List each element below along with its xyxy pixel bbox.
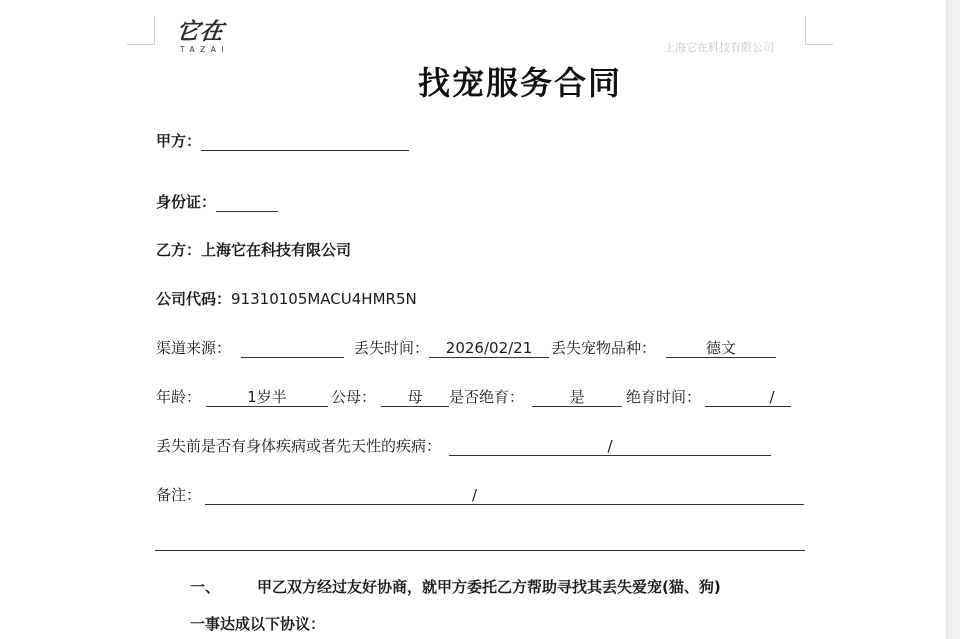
company-code-field [156,289,417,309]
id-card-field [156,192,278,212]
age-label: 年龄： [156,388,202,406]
lost-time-value: 2026/02/21 [445,339,533,357]
company-code-value: 91310105MACU4HMR5N [231,290,417,308]
company-code-label: 公司代码： [156,290,232,308]
channel-label: 渠道来源： [156,339,232,357]
breed-blank [666,338,776,358]
breed-value: 德文 [706,339,737,357]
age-blank [206,387,328,407]
disease-row [156,436,771,456]
section-divider [155,550,805,551]
neutered-label: 是否绝育： [449,388,525,406]
sex-value: 母 [407,388,423,406]
clause-1-line-2: 一事达成以下协议： [190,615,326,633]
remarks-row [156,485,804,505]
sex-blank [381,387,449,407]
lost-time-blank [429,338,549,358]
disease-label: 丢失前是否有身体疾病或者先天性的疾病： [156,437,442,455]
disease-blank [449,436,771,456]
sex-label: 公母： [331,388,377,406]
party-b-field [156,240,351,260]
header-company-name: 上海它在科技有限公司 [664,41,774,54]
crop-mark-top-left [127,16,155,45]
remarks-value: / [472,486,478,504]
channel-blank [241,338,344,358]
document-title: 找宠服务合同 [417,64,622,102]
channel-row [156,338,776,358]
remarks-label: 备注： [156,486,202,504]
party-a-field [156,131,409,151]
age-value: 1岁半 [247,388,287,406]
logo-subtext: TAZAI [180,45,230,54]
logo-mark: 它在 [174,19,226,45]
disease-value: / [607,437,613,455]
party-a-blank [201,131,409,151]
party-b-value: 上海它在科技有限公司 [201,241,352,259]
company-logo [176,20,248,54]
neutered-value: 是 [569,388,585,406]
neuter-time-label: 绝育时间： [626,388,702,406]
id-card-label: 身份证： [156,193,217,211]
id-card-blank [216,192,278,212]
party-b-label: 乙方： [156,241,202,259]
party-a-label: 甲方： [156,132,202,150]
breed-label: 丢失宠物品种： [551,339,657,357]
neutered-blank [532,387,622,407]
clause-1-number: 一、 [190,578,221,596]
clause-1-line-1: 甲乙双方经过友好协商，就甲方委托乙方帮助寻找其丢失爱宠(猫、狗) [257,578,721,596]
neuter-time-blank [705,387,791,407]
lost-time-label: 丢失时间： [354,339,430,357]
crop-mark-top-right [805,16,833,45]
neuter-time-value: / [769,388,775,406]
age-row [156,387,791,407]
remarks-blank [205,485,804,505]
